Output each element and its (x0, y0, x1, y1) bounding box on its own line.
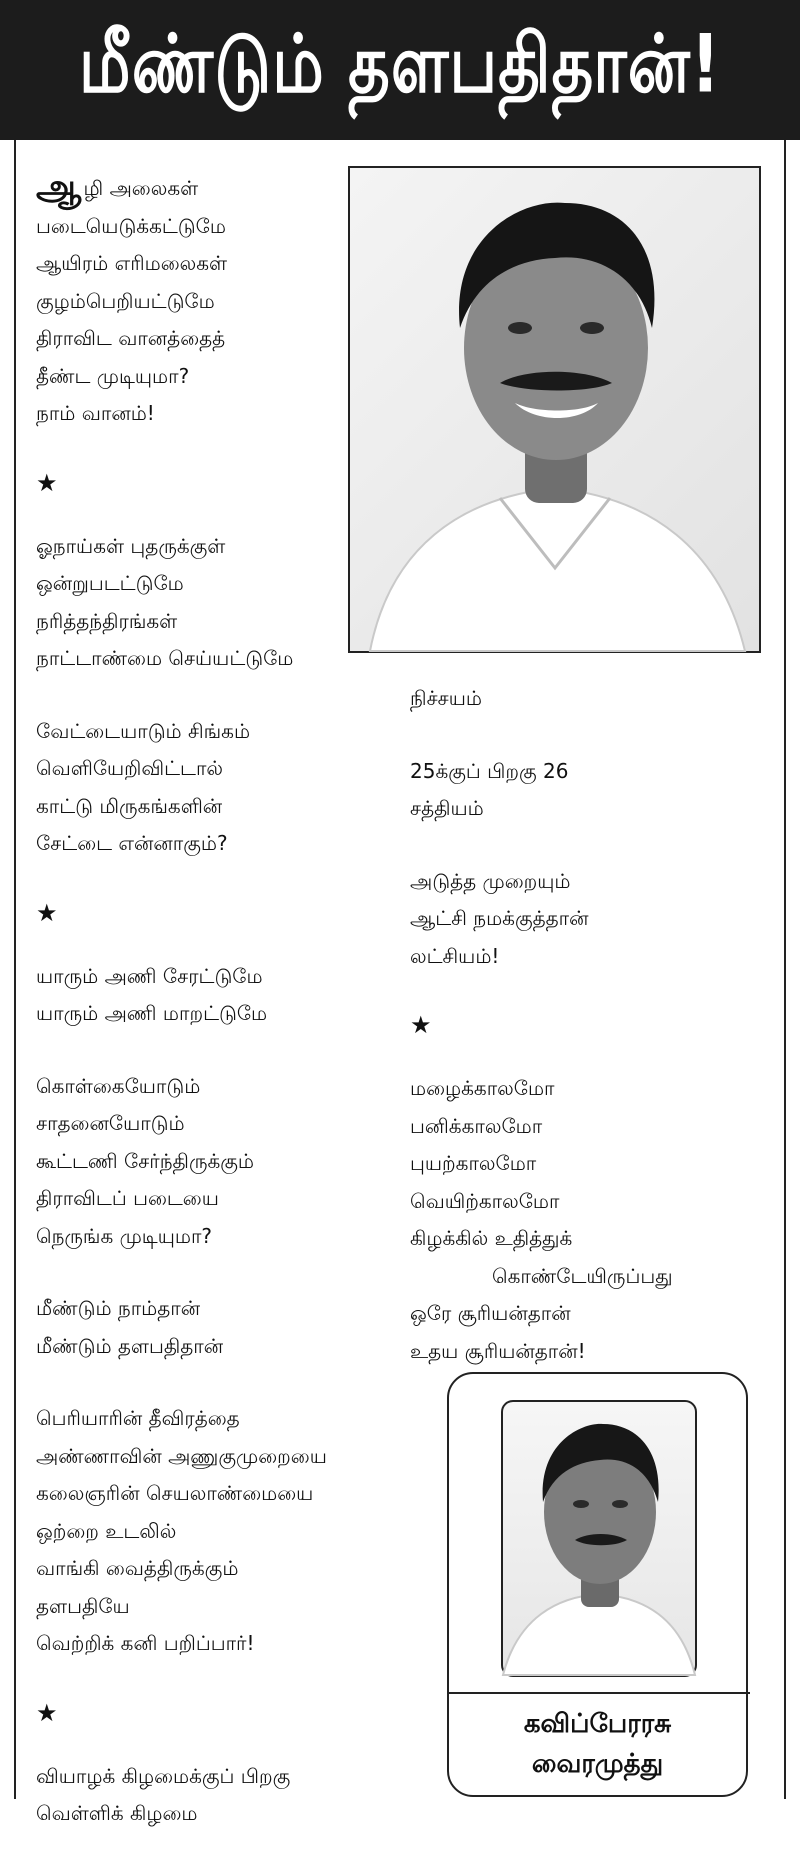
stanza-4 (36, 958, 366, 1033)
poem-line: மழைக்காலமோ (410, 1076, 555, 1100)
poem-line: சேட்டை என்னாகும்? (36, 831, 228, 855)
star-divider-icon: ★ (36, 898, 58, 927)
star-divider-icon: ★ (36, 468, 58, 497)
stanza-8 (36, 1758, 366, 1833)
poem-line: ஒரே சூரியன்தான் (410, 1301, 571, 1325)
poem-line: அடுத்த முறையும் (410, 868, 571, 893)
poem-line: திராவிட வானத்தைத் (36, 326, 226, 350)
poem-line: லட்சியம்! (410, 943, 500, 968)
headline-banner (0, 0, 800, 140)
dropcap: ஆ (36, 167, 82, 208)
poem-line: பனிக்காலமோ (410, 1113, 543, 1138)
stanza-6 (36, 1290, 366, 1365)
first-line-text: ழி அலைகள் (83, 176, 199, 200)
poem-line-first (36, 167, 366, 208)
author-title: கவிப்பேரரசு (523, 1709, 672, 1739)
poem-line: நிச்சயம் (410, 686, 482, 710)
poem-line: அண்ணாவின் அணுகுமுறையை (36, 1443, 327, 1468)
poem-line: வெயிற்காலமோ (410, 1188, 560, 1213)
poem-line: நரித்தந்திரங்கள் (36, 608, 178, 633)
poem-line: மீண்டும் தளபதிதான் (36, 1333, 224, 1358)
poem-line: நெருங்க முடியுமா? (36, 1223, 213, 1248)
poem-line: மீண்டும் நாம்தான் (36, 1296, 201, 1320)
poem-line: கிழக்கில் உதித்துக் (410, 1226, 573, 1250)
poem-line: வெள்ளிக் கிழமை (36, 1801, 198, 1825)
stanza-2 (36, 528, 366, 678)
poem-line: படையெடுக்கட்டுமே (36, 213, 226, 238)
stanza-r1 (410, 680, 770, 718)
poem-line: 25க்குப் பிறகு 26 (410, 758, 569, 783)
poem-line: ஓநாய்கள் புதருக்குள் (36, 533, 226, 558)
author-card (447, 1372, 748, 1797)
author-name: வைரமுத்து (531, 1749, 664, 1779)
poem-line: யாரும் அணி சேரட்டுமே (36, 963, 263, 988)
poem-line: வியாழக் கிழமைக்குப் பிறகு (36, 1763, 291, 1788)
stanza-r3 (410, 863, 770, 976)
poem-line: யாரும் அணி மாறட்டுமே (36, 1001, 268, 1025)
poem-line: காட்டு மிருகங்களின் (36, 793, 223, 818)
poem-line: வெற்றிக் கனி பறிப்பார்! (36, 1631, 255, 1655)
author-photo (501, 1400, 697, 1677)
poem-line: வாங்கி வைத்திருக்கும் (36, 1556, 239, 1580)
poem-line: சத்தியம் (410, 796, 484, 820)
poem-line: புயற்காலமோ (410, 1151, 537, 1175)
poem-line: ஆட்சி நமக்குத்தான் (410, 906, 589, 930)
poem-line: திராவிடப் படையை (36, 1186, 219, 1210)
poem-left-column (36, 167, 366, 1868)
author-portrait-icon (503, 1402, 695, 1675)
poem-right-column (410, 680, 770, 1405)
poem-line: கொள்கையோடும் (36, 1073, 201, 1098)
poem-line: தீண்ட முடியுமா? (36, 363, 190, 388)
stanza-1 (36, 167, 366, 433)
poem-line: நாம் வானம்! (36, 401, 155, 425)
author-name-block (449, 1704, 746, 1784)
poem-line: பெரியாரின் தீவிரத்தை (36, 1406, 240, 1430)
author-divider (449, 1692, 750, 1694)
stanza-7 (36, 1400, 366, 1663)
leader-photo (348, 166, 761, 653)
poem-line: உதய சூரியன்தான்! (410, 1338, 586, 1363)
poem-line: சாதனையோடும் (36, 1111, 185, 1135)
poem-line: ஆயிரம் எரிமலைகள் (36, 251, 228, 275)
poem-line: கொண்டேயிருப்பது (492, 1263, 673, 1288)
poem-line: வேட்டையாடும் சிங்கம் (36, 718, 251, 743)
poem-line: நாட்டாண்மை செய்யட்டுமே (36, 646, 294, 670)
stanza-r4 (410, 1070, 770, 1370)
stanza-5 (36, 1068, 366, 1256)
poem-line: ஒற்றை உடலில் (36, 1518, 177, 1543)
poem-line: தளபதியே (36, 1593, 130, 1618)
headline: மீண்டும் தளபதிதான்! (79, 18, 721, 112)
poem-line: குழம்பெறியட்டுமே (36, 288, 215, 313)
poem-line: கலைஞரின் செயலாண்மையை (36, 1481, 314, 1505)
leader-portrait-icon (350, 168, 759, 651)
poem-line: வெளியேறிவிட்டால் (36, 756, 224, 780)
stanza-r2 (410, 753, 770, 828)
stanza-3 (36, 713, 366, 863)
poem-line: ஒன்றுபடட்டுமே (36, 571, 184, 595)
star-divider-icon: ★ (410, 1011, 432, 1039)
poem-line: கூட்டணி சேர்ந்திருக்கும் (36, 1148, 255, 1173)
star-divider-icon: ★ (36, 1698, 58, 1727)
